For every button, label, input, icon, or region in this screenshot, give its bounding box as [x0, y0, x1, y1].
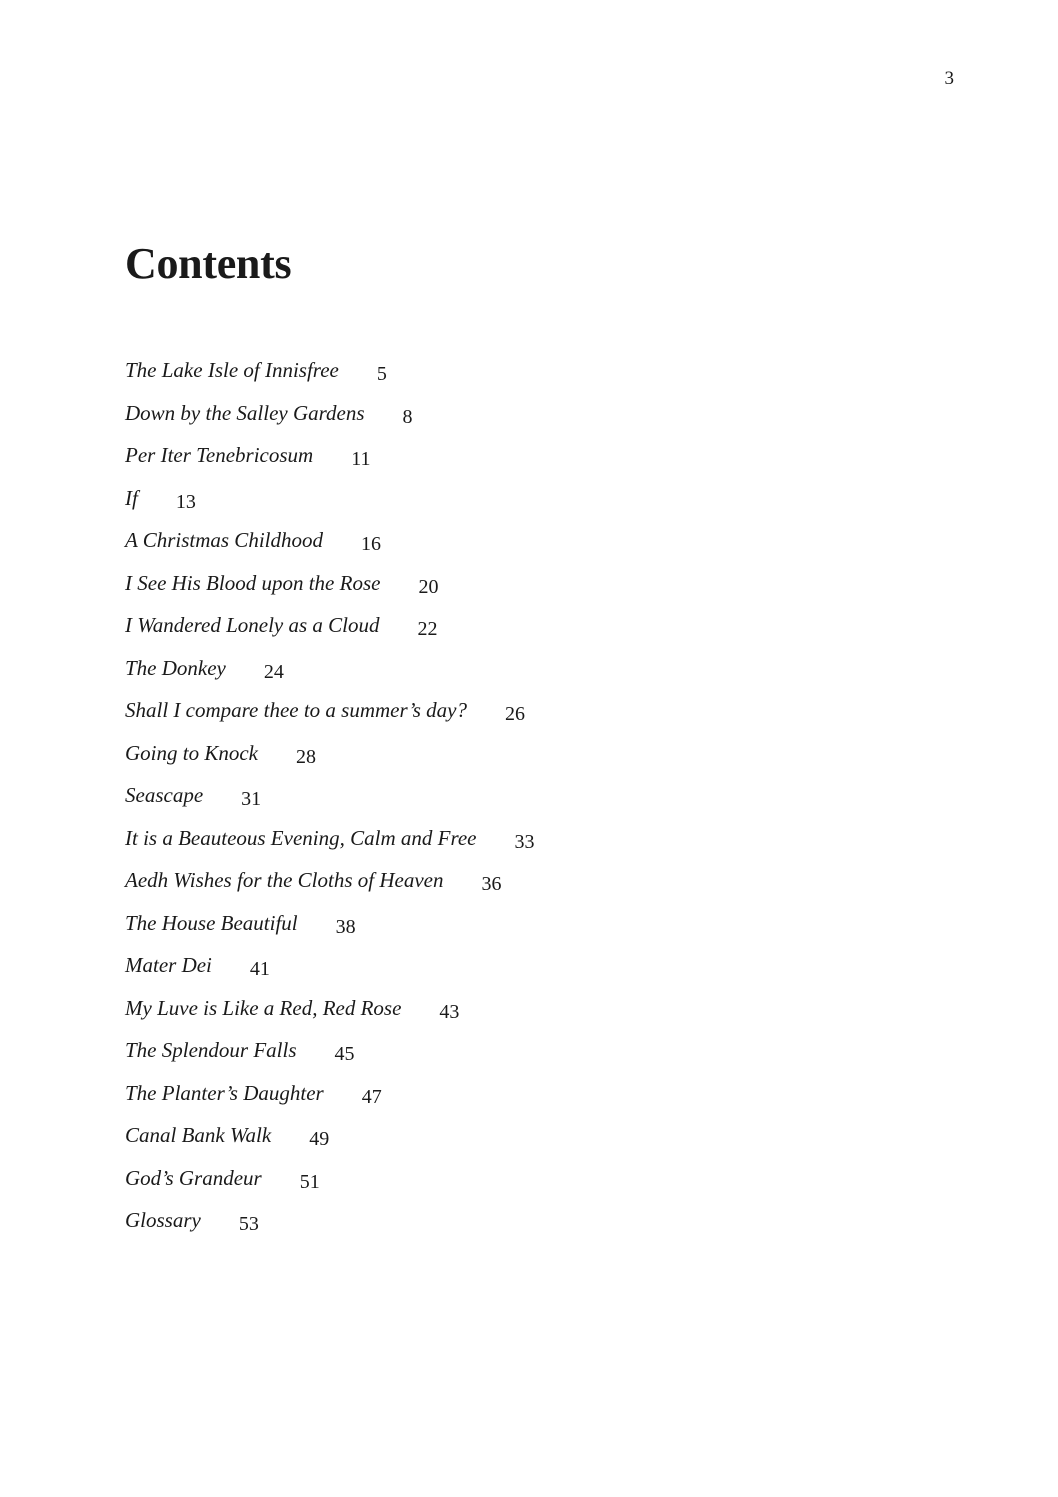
toc-entry-title: I See His Blood upon the Rose: [125, 570, 381, 595]
toc-entry-page-number: 26: [504, 703, 525, 725]
toc-entry-title: Seascape: [125, 783, 204, 807]
toc-entry-title: I Wandered Lonely as a Cloud: [125, 613, 380, 637]
toc-entry[interactable]: [125, 1159, 534, 1202]
toc-entry[interactable]: [125, 776, 534, 819]
toc-entry-page-number: 11: [351, 448, 371, 470]
toc-entry-page-number: 33: [514, 830, 535, 853]
toc-entry[interactable]: [125, 479, 534, 522]
toc-entry[interactable]: [125, 1031, 534, 1074]
toc-entry-title: The Planter’s Daughter: [125, 1080, 324, 1105]
toc-entry-title: It is a Beauteous Evening, Calm and Free: [125, 825, 477, 850]
toc-entry[interactable]: [125, 564, 534, 607]
toc-entry-title: My Luve is Like a Red, Red Rose: [125, 995, 402, 1020]
toc-entry-page-number: 22: [417, 618, 438, 640]
toc-entry-page-number: 24: [263, 660, 284, 683]
toc-entry[interactable]: [125, 1074, 534, 1117]
toc-entry-page-number: 36: [481, 873, 502, 895]
toc-entry-page-number: 53: [238, 1213, 259, 1235]
toc-entry-title: Aedh Wishes for the Cloths of Heaven: [125, 868, 444, 892]
toc-entry-page-number: 45: [334, 1043, 355, 1065]
toc-entry-page-number: 41: [249, 958, 270, 980]
toc-entry[interactable]: [125, 861, 534, 904]
toc-entry-title: Down by the Salley Gardens: [125, 400, 365, 425]
toc-entry[interactable]: [125, 351, 534, 394]
toc-entry[interactable]: [125, 904, 534, 947]
toc-entry-title: If: [125, 485, 138, 510]
toc-entry-title: A Christmas Childhood: [125, 528, 323, 552]
toc-entry-title: Canal Bank Walk: [125, 1123, 272, 1147]
toc-entry[interactable]: [125, 521, 534, 564]
toc-entry[interactable]: [125, 734, 534, 777]
toc-entry[interactable]: [125, 649, 534, 692]
toc-entry-page-number: 16: [360, 533, 381, 555]
toc-entry[interactable]: [125, 436, 534, 479]
toc-entry[interactable]: [125, 989, 534, 1032]
toc-entry-title: The Lake Isle of Innisfree: [125, 358, 339, 382]
toc-entry-title: Mater Dei: [125, 953, 212, 977]
toc-entry-page-number: 20: [418, 575, 439, 598]
toc-entry-page-number: 8: [402, 405, 413, 428]
toc-entry[interactable]: [125, 691, 534, 734]
toc-entry-page-number: 28: [295, 745, 316, 768]
toc-entry-title: The Donkey: [125, 655, 226, 680]
toc-entry-title: Going to Knock: [125, 740, 258, 765]
toc-entry[interactable]: [125, 1201, 534, 1244]
page-number: 3: [944, 68, 954, 89]
toc-entry[interactable]: [125, 1116, 534, 1159]
toc-entry-title: The House Beautiful: [125, 910, 298, 935]
toc-entry-title: The Splendour Falls: [125, 1038, 297, 1062]
toc-entry-page-number: 5: [376, 363, 387, 385]
toc-entry-page-number: 38: [335, 915, 356, 938]
toc-entry[interactable]: [125, 946, 534, 989]
toc-entry-title: Shall I compare thee to a summer’s day?: [125, 698, 467, 722]
toc-entry-title: Per Iter Tenebricosum: [125, 443, 314, 467]
toc-entry-title: Glossary: [125, 1208, 201, 1232]
toc-entry-page-number: 43: [439, 1000, 460, 1023]
toc-entry[interactable]: [125, 606, 534, 649]
table-of-contents: [125, 351, 534, 1244]
toc-entry-page-number: 51: [299, 1170, 320, 1193]
toc-entry-title: God’s Grandeur: [125, 1165, 262, 1190]
page-title: Contents: [125, 239, 292, 288]
toc-entry-page-number: 47: [361, 1085, 382, 1108]
toc-entry-page-number: 49: [309, 1128, 330, 1150]
toc-entry[interactable]: [125, 394, 534, 437]
toc-entry[interactable]: [125, 819, 534, 862]
toc-entry-page-number: 13: [175, 490, 196, 513]
toc-entry-page-number: 31: [241, 788, 262, 810]
